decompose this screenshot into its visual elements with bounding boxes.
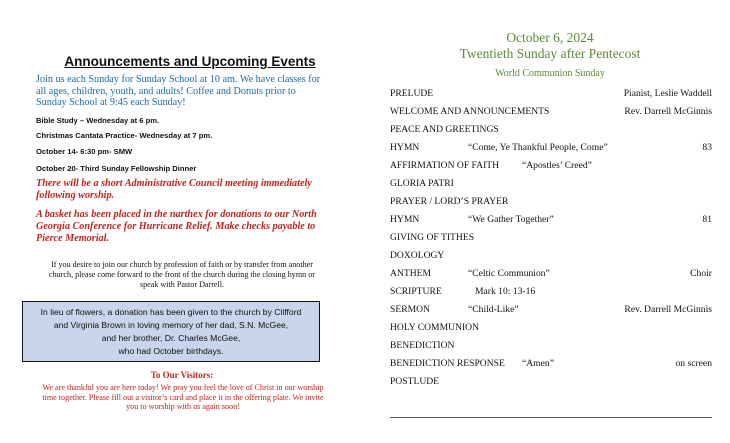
memorial-line: who had October birthdays. bbox=[118, 346, 224, 356]
worship-row-label: GIVING OF TITHES bbox=[390, 232, 475, 243]
worship-row-leader: on screen bbox=[675, 358, 712, 369]
worship-row-title: “We Gather Together” bbox=[468, 214, 554, 225]
announcement-item-bible-study: Bible Study – Wednesday at 6 pm. bbox=[36, 116, 160, 125]
worship-row-title: “Amen” bbox=[522, 358, 554, 369]
worship-row-label: PRELUDE bbox=[390, 88, 434, 99]
worship-row-benediction-response bbox=[390, 358, 712, 372]
worship-row-hymn-2 bbox=[390, 214, 712, 228]
service-subtitle: World Communion Sunday bbox=[495, 68, 605, 79]
worship-row-label: HOLY COMMUNION bbox=[390, 322, 480, 333]
visitors-message: We are thankful you are here today! We pray you feel the love of Christ in our worship time together. Please fill out a visitor’s card and place it in the offering plate. We invite you to worship with us again soon! bbox=[42, 383, 324, 411]
worship-row-label: BENEDICTION bbox=[390, 340, 455, 351]
worship-row-scripture bbox=[390, 286, 712, 300]
hymn-number: 81 bbox=[702, 214, 712, 225]
memorial-line: and Virginia Brown in loving memory of her dad, S.N. McGee, bbox=[53, 320, 289, 330]
worship-row-leader: Rev. Darrell McGinnis bbox=[624, 106, 712, 117]
worship-row-label: BENEDICTION RESPONSE bbox=[390, 358, 505, 369]
worship-row-label: SERMON bbox=[390, 304, 430, 315]
worship-row-tithes bbox=[390, 232, 712, 246]
worship-row-prelude bbox=[390, 88, 712, 102]
memorial-box bbox=[22, 301, 320, 362]
worship-row-label: POSTLUDE bbox=[390, 376, 440, 387]
announcements-title: Announcements and Upcoming Events bbox=[64, 54, 316, 69]
worship-row-sermon bbox=[390, 304, 712, 318]
memorial-line: In lieu of flowers, a donation has been given to the church by Clifford bbox=[40, 307, 302, 317]
hurricane-relief-note: A basket has been placed in the narthex for donations to our North Georgia Conference for Hurricane Relief. Make checks payable to Pierce Memorial. bbox=[36, 209, 317, 244]
worship-row-prayer bbox=[390, 196, 712, 210]
worship-row-label: ANTHEM bbox=[390, 268, 432, 279]
memorial-line: and her brother, Dr. Charles McGee, bbox=[101, 333, 241, 343]
worship-row-postlude bbox=[390, 376, 712, 390]
worship-row-label: SCRIPTURE bbox=[390, 286, 442, 297]
worship-row-title: Mark 10: 13-16 bbox=[475, 286, 536, 297]
worship-row-title: “Apostles’ Creed” bbox=[522, 160, 592, 171]
worship-row-peace bbox=[390, 124, 712, 138]
worship-row-leader: Rev. Darrell McGinnis bbox=[624, 304, 712, 315]
worship-row-leader: Choir bbox=[690, 268, 712, 279]
worship-row-benediction bbox=[390, 340, 712, 354]
worship-row-communion bbox=[390, 322, 712, 336]
worship-row-label: HYMN bbox=[390, 142, 420, 153]
worship-row-title: “Come, Ye Thankful People, Come” bbox=[468, 142, 608, 153]
worship-row-gloria bbox=[390, 178, 712, 192]
worship-row-label: AFFIRMATION OF FAITH bbox=[390, 160, 500, 171]
visitors-heading: To Our Visitors: bbox=[150, 370, 214, 380]
bottom-divider bbox=[390, 417, 712, 418]
sunday-school-intro: Join us each Sunday for Sunday School at 10 am. We have classes for all ages, children, youth, and adults! Coffee and Donuts prior to Sunday School at 9:45 each Sunday! bbox=[36, 74, 321, 109]
liturgical-sunday: Twentieth Sunday after Pentecost bbox=[459, 46, 641, 61]
worship-row-doxology bbox=[390, 250, 712, 264]
worship-row-label: PEACE AND GREETINGS bbox=[390, 124, 499, 135]
worship-row-affirmation bbox=[390, 160, 712, 174]
worship-row-label: HYMN bbox=[390, 214, 420, 225]
worship-row-label: PRAYER / LORD’S PRAYER bbox=[390, 196, 509, 207]
worship-row-label: WELCOME AND ANNOUNCEMENTS bbox=[390, 106, 550, 117]
worship-row-leader: Pianist, Leslie Waddell bbox=[623, 88, 712, 99]
worship-row-welcome bbox=[390, 106, 712, 120]
worship-row-label: GLORIA PATRI bbox=[390, 178, 454, 189]
announcement-item-fellowship: October 20- Third Sunday Fellowship Dinner bbox=[36, 164, 197, 173]
membership-note: If you desire to join our church by profession of faith or by transfer from another church, please come forward to the front of the church during the closing hymn or speak with Pastor Darrell. bbox=[49, 260, 315, 289]
worship-row-anthem bbox=[390, 268, 712, 282]
service-date: October 6, 2024 bbox=[506, 30, 594, 45]
admin-council-note: There will be a short Administrative Council meeting immediately following worship. bbox=[36, 178, 312, 201]
hymn-number: 83 bbox=[702, 142, 712, 153]
announcement-item-cantata: Christmas Cantata Practice- Wednesday at 7 pm. bbox=[36, 131, 213, 140]
worship-row-hymn-1 bbox=[390, 142, 712, 156]
worship-row-label: DOXOLOGY bbox=[390, 250, 445, 261]
worship-row-title: “Celtic Communion” bbox=[468, 268, 550, 279]
worship-row-title: “Child-Like” bbox=[468, 304, 519, 315]
announcement-item-smw: October 14- 6:30 pm- SMW bbox=[36, 147, 133, 156]
